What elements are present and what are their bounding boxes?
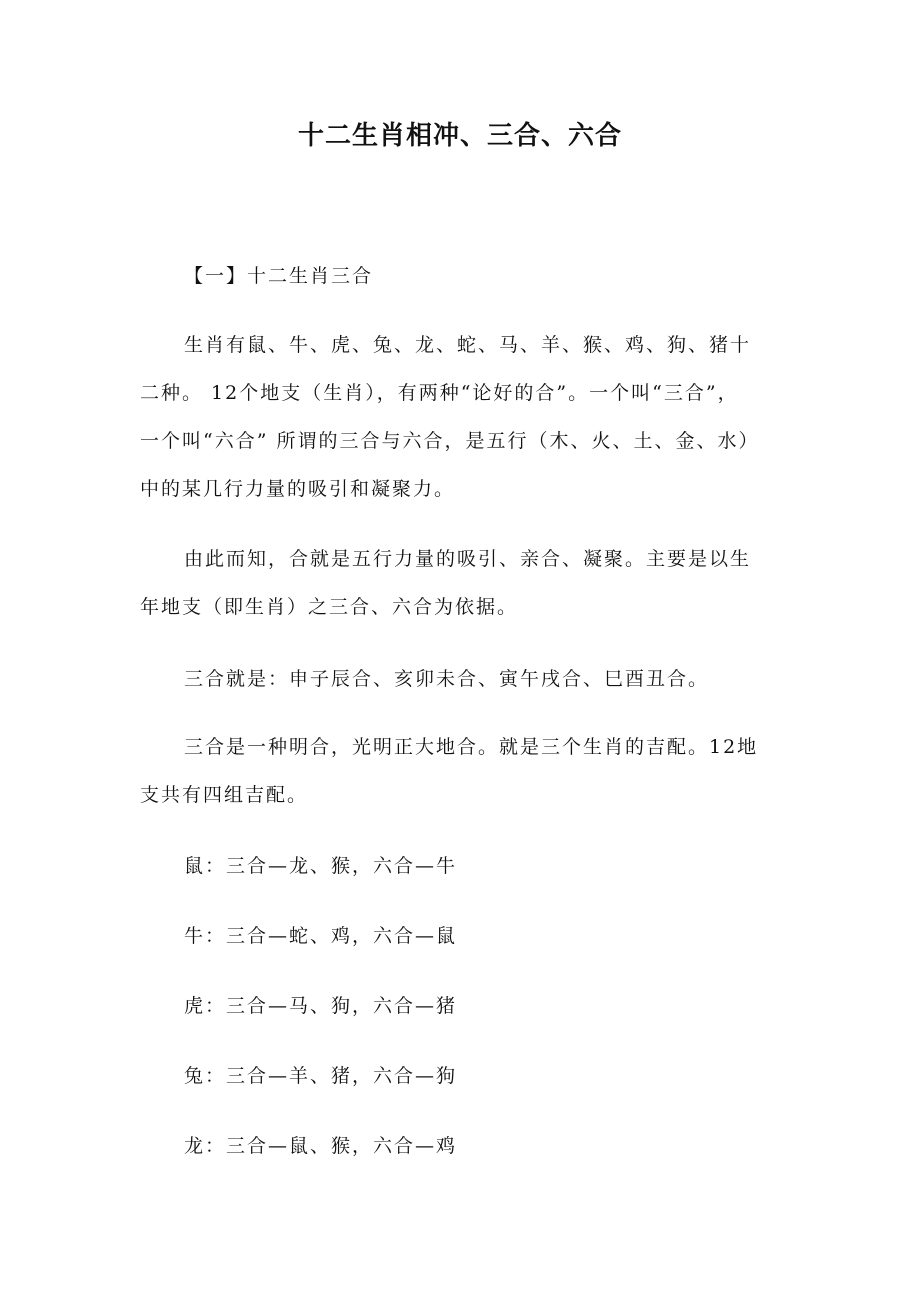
paragraph-line: 中的某几行力量的吸引和凝聚力。	[140, 478, 456, 500]
pairing-item-tiger: 虎：三合—马、狗，六合—猪	[184, 995, 458, 1017]
paragraph-line: 支共有四组吉配。	[140, 784, 309, 806]
pairing-item-ox: 牛：三合—蛇、鸡，六合—鼠	[184, 925, 458, 947]
paragraph-sanhe-explanation	[140, 723, 792, 819]
paragraph-zodiac-intro	[140, 321, 792, 513]
paragraph-line: 生肖有鼠、牛、虎、兔、龙、蛇、马、羊、猴、鸡、狗、猪十	[184, 334, 752, 356]
pairing-item-rabbit: 兔：三合—羊、猪，六合—狗	[184, 1065, 458, 1087]
pairing-item-dragon: 龙：三合—鼠、猴，六合—鸡	[184, 1135, 458, 1157]
paragraph-line: 三合是一种明合，光明正大地合。就是三个生肖的吉配。12地	[184, 736, 759, 758]
paragraph-sanhe-groups: 三合就是：申子辰合、亥卯未合、寅午戌合、巳酉丑合。	[184, 668, 710, 690]
section-heading: 【一】十二生肖三合	[184, 265, 374, 287]
paragraph-line: 年地支（即生肖）之三合、六合为依据。	[140, 596, 519, 618]
paragraph-meaning-of-he	[140, 535, 792, 631]
paragraph-line: 二种。 12个地支（生肖），有两种“论好的合”。一个叫“三合”，	[140, 382, 739, 404]
paragraph-line: 由此而知，合就是五行力量的吸引、亲合、凝聚。主要是以生	[184, 548, 752, 570]
document-title: 十二生肖相冲、三合、六合	[297, 121, 622, 151]
pairing-item-rat: 鼠：三合—龙、猴，六合—牛	[184, 855, 458, 877]
paragraph-line: 一个叫“六合” 所谓的三合与六合，是五行（木、火、土、金、水）	[140, 430, 760, 452]
